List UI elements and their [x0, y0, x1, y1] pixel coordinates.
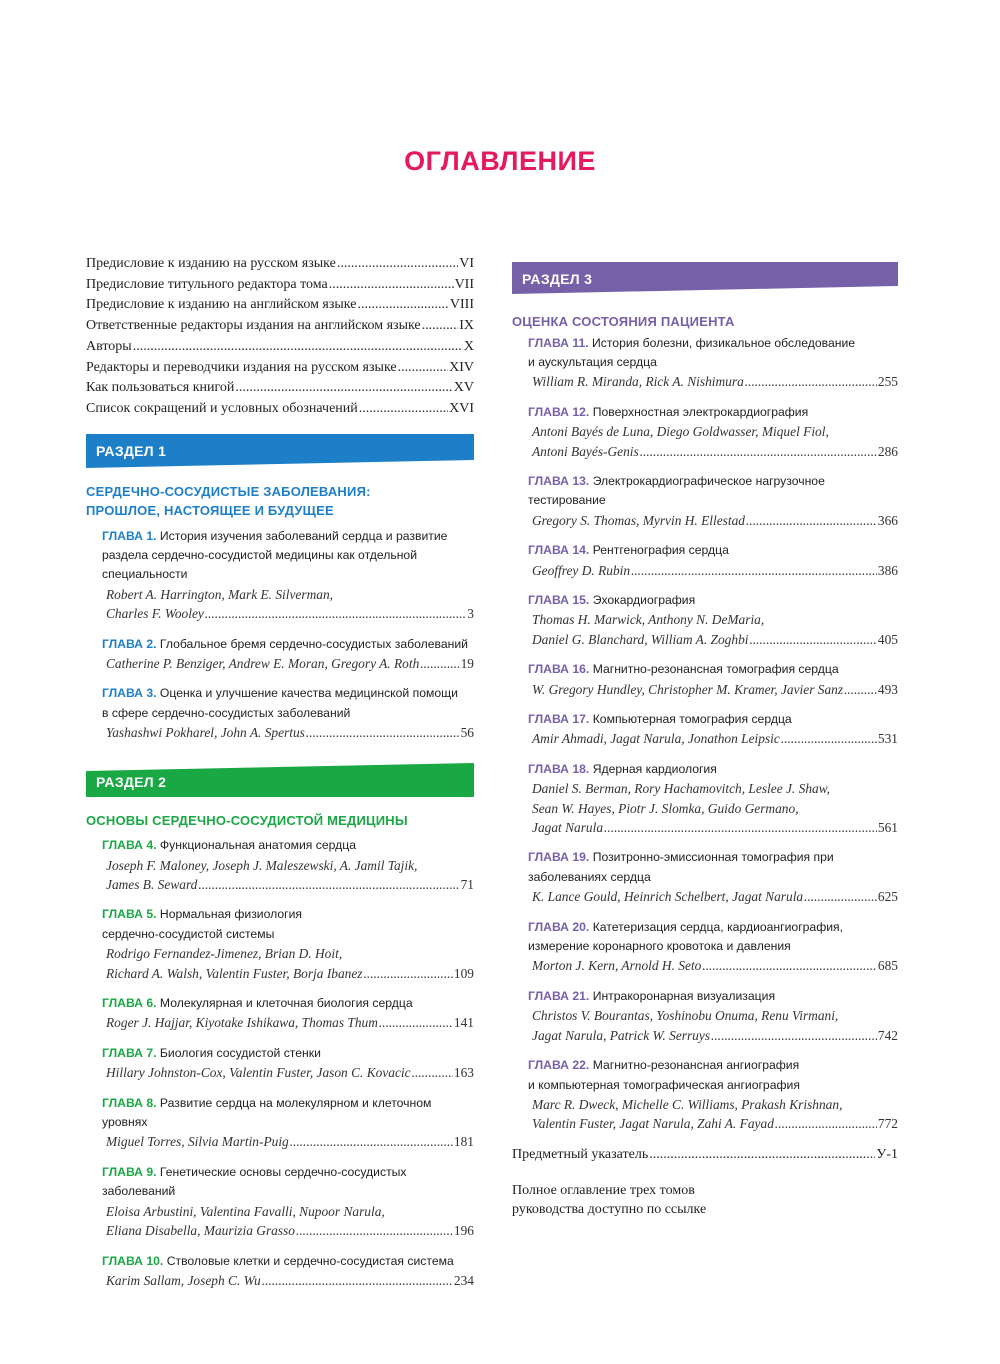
section-title-line: ОЦЕНКА СОСТОЯНИЯ ПАЦИЕНТА	[512, 314, 735, 329]
chapter-label: ГЛАВА 21.	[528, 988, 590, 1003]
chapter-entry[interactable]	[102, 527, 474, 624]
chapter-page: 286	[877, 443, 898, 459]
chapter-title: Нормальная физиология	[159, 907, 302, 922]
toc-entry[interactable]	[86, 399, 474, 420]
dot-leader	[379, 1013, 453, 1032]
chapter-page: 3	[467, 606, 474, 622]
dot-leader	[198, 875, 459, 894]
entry-page: XVI	[449, 400, 474, 416]
chapter-authors: Karim Sallam, Joseph C. Wu	[106, 1272, 261, 1288]
chapter-label: ГЛАВА 1.	[102, 528, 157, 543]
section-title-line: СЕРДЕЧНО-СОСУДИСТЫЕ ЗАБОЛЕВАНИЯ:	[86, 483, 371, 499]
chapter-title: Развитие сердца на молекулярном и клеточном	[159, 1095, 432, 1110]
entry-page: VI	[459, 256, 474, 271]
chapter-authors: Hillary Johnston-Cox, Valentin Fuster, Jason C. Kovacic	[106, 1065, 411, 1081]
section-header	[512, 262, 898, 296]
chapter-title: сердечно-сосудистой системы	[102, 926, 275, 941]
dot-leader	[290, 1132, 453, 1151]
chapter-title: заболеваний	[102, 1184, 176, 1199]
toc-entry[interactable]	[86, 337, 474, 358]
dot-leader	[702, 956, 877, 975]
entry-label: Предисловие титульного редактора тома	[86, 276, 328, 292]
dot-leader	[604, 818, 877, 837]
dot-leader	[296, 1221, 453, 1240]
toc-entry[interactable]	[86, 358, 474, 379]
chapter-entry[interactable]	[528, 334, 898, 392]
chapter-label: ГЛАВА 5.	[102, 907, 157, 922]
chapter-title: Интракоронарная визуализация	[592, 988, 776, 1003]
chapter-authors: Christos V. Bourantas, Yoshinobu Onuma, Renu Virmani,	[532, 1008, 839, 1024]
dot-leader	[359, 399, 448, 420]
dot-leader	[781, 729, 877, 748]
left-column	[86, 254, 474, 1301]
chapter-title: Катетеризация сердца, кардиоангиография,	[592, 919, 844, 934]
chapter-authors: Yashashwi Pokharel, John A. Spertus	[106, 725, 305, 741]
chapter-authors: William R. Miranda, Rick A. Nishimura	[532, 374, 744, 390]
chapter-label: ГЛАВА 9.	[102, 1164, 157, 1179]
chapter-page: 255	[877, 374, 898, 390]
chapter-entry[interactable]	[102, 1252, 474, 1291]
chapter-label: ГЛАВА 4.	[102, 838, 157, 853]
chapter-title: Позитронно-эмиссионная томография при	[592, 850, 834, 865]
dot-leader	[749, 630, 876, 649]
chapter-authors: Roger J. Hajjar, Kiyotake Ishikawa, Thomas Thum	[106, 1015, 378, 1031]
dot-leader	[745, 372, 877, 391]
chapter-title: и компьютерная томографическая ангиография	[528, 1077, 800, 1092]
chapter-entry[interactable]	[528, 472, 898, 530]
chapter-authors: Antoni Bayés-Genis	[532, 443, 639, 459]
chapter-entry[interactable]	[528, 848, 898, 906]
chapter-entry[interactable]	[528, 591, 898, 649]
chapter-page: 56	[460, 725, 474, 741]
chapter-label: ГЛАВА 20.	[528, 919, 590, 934]
chapter-authors: Charles F. Wooley	[106, 606, 204, 622]
chapter-entry[interactable]	[102, 1163, 474, 1241]
chapter-title: Поверхностная электрокардиография	[592, 404, 809, 419]
dot-leader	[235, 378, 452, 399]
chapter-title: в сфере сердечно-сосудистых заболеваний	[102, 705, 351, 720]
chapter-page: 234	[453, 1272, 474, 1288]
page-title: ОГЛАВЛЕНИЕ	[404, 146, 596, 176]
dot-leader	[422, 316, 459, 337]
chapter-authors: Jagat Narula, Patrick W. Serruys	[532, 1027, 711, 1043]
chapter-label: ГЛАВА 14.	[528, 543, 590, 558]
chapter-authors: Eliana Disabella, Maurizia Grasso	[106, 1223, 295, 1239]
dot-leader	[329, 275, 454, 296]
chapter-authors: Amir Ahmadi, Jagat Narula, Jonathon Leipsic	[532, 731, 780, 747]
entry-label: Как пользоваться книгой	[86, 380, 235, 396]
entry-label: Редакторы и переводчики издания на русском языке	[86, 359, 397, 375]
chapter-entry[interactable]	[528, 987, 898, 1045]
chapter-title: Оценка и улучшение качества медицинской помощи	[159, 686, 458, 701]
chapter-authors: Thomas H. Marwick, Anthony N. DeMaria,	[532, 612, 765, 628]
chapter-title: тестирование	[528, 493, 606, 508]
chapter-authors: Catherine P. Benziger, Andrew E. Moran, Gregory A. Roth	[106, 656, 420, 672]
index-page: У-1	[876, 1146, 898, 1162]
chapter-page: 742	[877, 1027, 898, 1043]
chapter-title: Эхокардиография	[592, 592, 696, 607]
chapter-label: ГЛАВА 22.	[528, 1058, 590, 1073]
toc-entry[interactable]	[86, 378, 474, 399]
dot-leader	[631, 561, 877, 580]
entry-label: Список сокращений и условных обозначений	[86, 400, 358, 416]
chapter-label: ГЛАВА 15.	[528, 592, 590, 607]
dot-leader	[337, 254, 458, 275]
entry-page: XV	[453, 380, 474, 396]
chapter-page: 71	[460, 877, 474, 892]
chapter-page: 531	[877, 731, 898, 747]
entry-page: IX	[459, 318, 474, 334]
chapter-page: 386	[877, 562, 898, 578]
chapter-page: 493	[877, 681, 898, 697]
note-line: руководства доступно по ссылке	[512, 1201, 707, 1217]
index-label: Предметный указатель	[512, 1146, 649, 1162]
chapter-title: раздела сердечно-сосудистой медицины как отдельной	[102, 548, 418, 563]
dot-leader	[746, 511, 877, 530]
chapter-label: ГЛАВА 6.	[102, 996, 157, 1011]
full-toc-note	[512, 1181, 898, 1219]
chapter-entry[interactable]	[102, 905, 474, 983]
chapter-authors: Morton J. Kern, Arnold H. Seto	[532, 958, 702, 974]
dot-leader	[640, 442, 877, 461]
chapter-label: ГЛАВА 18.	[528, 761, 590, 776]
chapter-title: уровнях	[102, 1115, 148, 1130]
dot-leader	[844, 680, 877, 699]
chapter-authors: James B. Seward	[106, 877, 198, 892]
chapter-entry[interactable]	[528, 660, 898, 699]
dot-leader	[804, 887, 877, 906]
chapter-label: ГЛАВА 13.	[528, 473, 590, 488]
dot-leader	[398, 358, 449, 379]
chapter-title: История болезни, физикальное обследование	[592, 335, 856, 350]
chapter-entry[interactable]	[528, 760, 898, 838]
dot-leader	[306, 723, 460, 742]
chapter-authors: K. Lance Gould, Heinrich Schelbert, Jagat Narula	[532, 889, 804, 905]
chapter-title: Генетические основы сердечно-сосудистых	[159, 1164, 407, 1179]
chapter-label: ГЛАВА 8.	[102, 1095, 157, 1110]
chapter-page: 366	[877, 512, 898, 528]
chapter-title: Стволовые клетки и сердечно-сосудистая система	[166, 1253, 454, 1268]
chapter-authors: Sean W. Hayes, Piotr J. Slomka, Guido Germano,	[532, 800, 799, 816]
dot-leader	[420, 654, 459, 673]
chapter-title: измерение коронарного кровотока и давления	[528, 939, 791, 954]
chapter-title: Ядерная кардиология	[592, 761, 717, 776]
chapter-label: ГЛАВА 19.	[528, 850, 590, 865]
chapter-title: История изучения заболеваний сердца и развитие	[159, 528, 448, 543]
chapter-authors: Gregory S. Thomas, Myrvin H. Ellestad	[532, 512, 745, 528]
chapter-entry[interactable]	[102, 684, 474, 742]
chapter-entry[interactable]	[528, 1056, 898, 1134]
dot-leader	[775, 1114, 877, 1133]
entry-page: VIII	[449, 297, 474, 313]
chapter-authors: Jagat Narula	[532, 820, 604, 836]
chapter-title: Рентгенография сердца	[592, 543, 729, 558]
entry-page: X	[463, 338, 474, 354]
entry-label: Ответственные редакторы издания на английском языке	[86, 318, 421, 334]
note-line: Полное оглавление трех томов	[512, 1182, 695, 1198]
chapter-label: ГЛАВА 12.	[528, 404, 590, 419]
toc-entry[interactable]	[86, 316, 474, 337]
chapter-title: Молекулярная и клеточная биология сердца	[159, 996, 413, 1011]
chapter-title: Глобальное бремя сердечно-сосудистых заболеваний	[159, 636, 468, 651]
chapter-page: 181	[453, 1134, 474, 1150]
chapter-entry[interactable]	[102, 836, 474, 894]
chapter-title: Компьютерная томография сердца	[592, 712, 792, 726]
chapter-authors: Geoffrey D. Rubin	[532, 562, 631, 578]
chapter-authors: Robert A. Harrington, Mark E. Silverman,	[106, 586, 333, 602]
section-header-label: РАЗДЕЛ 2	[96, 773, 167, 790]
section-title-line: ОСНОВЫ СЕРДЕЧНО-СОСУДИСТОЙ МЕДИЦИНЫ	[86, 812, 408, 828]
chapter-entry[interactable]	[102, 635, 474, 674]
chapter-page: 196	[453, 1223, 474, 1239]
dot-leader	[357, 295, 448, 316]
entry-page: VII	[454, 276, 474, 292]
chapter-page: 109	[453, 965, 474, 981]
chapter-page: 19	[460, 656, 474, 672]
entry-label: Предисловие к изданию на английском языке	[86, 297, 357, 313]
toc-entry[interactable]	[86, 275, 474, 296]
chapter-page: 561	[877, 820, 898, 836]
chapter-entry[interactable]	[102, 1044, 474, 1083]
entry-page: XIV	[449, 359, 474, 375]
chapter-authors: Joseph F. Maloney, Joseph J. Maleszewski, A. Jamil Tajik,	[106, 857, 418, 873]
section-title	[86, 482, 474, 521]
chapter-label: ГЛАВА 7.	[102, 1045, 157, 1060]
chapter-authors: W. Gregory Hundley, Christopher M. Kramer, Javier Sanz	[532, 681, 844, 697]
section-header	[86, 434, 474, 468]
section-title	[86, 811, 474, 831]
chapter-title: Биология сосудистой стенки	[159, 1045, 321, 1060]
chapter-label: ГЛАВА 10.	[102, 1253, 164, 1268]
chapter-label: ГЛАВА 16.	[528, 662, 590, 677]
dot-leader	[364, 964, 453, 983]
dot-leader	[133, 337, 463, 358]
chapter-authors: Marc R. Dweck, Michelle C. Williams, Prakash Krishnan,	[532, 1096, 843, 1112]
chapter-entry[interactable]	[528, 710, 898, 749]
chapter-label: ГЛАВА 2.	[102, 636, 157, 651]
chapter-label: ГЛАВА 17.	[528, 712, 590, 726]
chapter-label: ГЛАВА 3.	[102, 686, 157, 701]
section-header	[86, 763, 474, 797]
chapter-page: 772	[877, 1116, 898, 1132]
right-column	[512, 252, 898, 1219]
dot-leader	[205, 604, 466, 623]
chapter-page: 163	[453, 1065, 474, 1081]
chapter-title: Электрокардиографическое нагрузочное	[592, 473, 825, 488]
chapter-entry[interactable]	[528, 918, 898, 976]
toc-entry[interactable]	[86, 295, 474, 316]
section-header-label: РАЗДЕЛ 1	[96, 442, 167, 459]
section-header-label: РАЗДЕЛ 3	[522, 271, 593, 287]
dot-leader	[711, 1026, 877, 1045]
chapter-authors: Daniel G. Blanchard, William A. Zoghbi	[532, 631, 749, 647]
toc-entry[interactable]	[86, 254, 474, 275]
chapter-title: Функциональная анатомия сердца	[159, 838, 357, 853]
section-title	[512, 312, 898, 332]
section-title-line: ПРОШЛОЕ, НАСТОЯЩЕЕ И БУДУЩЕЕ	[86, 503, 334, 519]
index-entry[interactable]	[512, 1145, 898, 1165]
chapter-authors: Miguel Torres, Silvia Martin-Puig	[106, 1134, 289, 1150]
chapter-title: специальности	[102, 567, 188, 582]
dot-leader	[262, 1271, 453, 1290]
entry-label: Предисловие к изданию на русском языке	[86, 256, 336, 271]
chapter-page: 625	[877, 889, 898, 905]
chapter-authors: Eloisa Arbustini, Valentina Favalli, Nupoor Narula,	[106, 1203, 385, 1219]
entry-label: Авторы	[86, 338, 132, 354]
chapter-label: ГЛАВА 11.	[528, 335, 589, 350]
chapter-entry[interactable]	[528, 403, 898, 461]
chapter-title: и аускультация сердца	[528, 354, 657, 369]
chapter-title: Магнитно-резонансная ангиография	[592, 1058, 800, 1073]
chapter-authors: Daniel S. Berman, Rory Hachamovitch, Leslee J. Shaw,	[532, 781, 830, 797]
chapter-page: 405	[877, 631, 898, 647]
chapter-entry[interactable]	[528, 541, 898, 580]
chapter-page: 141	[453, 1015, 474, 1031]
chapter-authors: Rodrigo Fernandez-Jimenez, Brian D. Hoit,	[106, 946, 343, 962]
chapter-entry[interactable]	[102, 1094, 474, 1152]
chapter-title: заболеваниях сердца	[528, 869, 651, 884]
chapter-authors: Antoni Bayés de Luna, Diego Goldwasser, Miquel Fiol,	[532, 424, 829, 440]
chapter-title: Магнитно-резонансная томография сердца	[592, 662, 839, 677]
dot-leader	[649, 1145, 875, 1165]
chapter-authors: Valentin Fuster, Jagat Narula, Zahi A. Fayad	[532, 1116, 774, 1132]
chapter-authors: Richard A. Walsh, Valentin Fuster, Borja Ibanez	[106, 965, 363, 981]
front-matter-list	[86, 254, 474, 420]
chapter-page: 685	[877, 958, 898, 974]
chapter-entry[interactable]	[102, 994, 474, 1033]
dot-leader	[412, 1063, 453, 1082]
